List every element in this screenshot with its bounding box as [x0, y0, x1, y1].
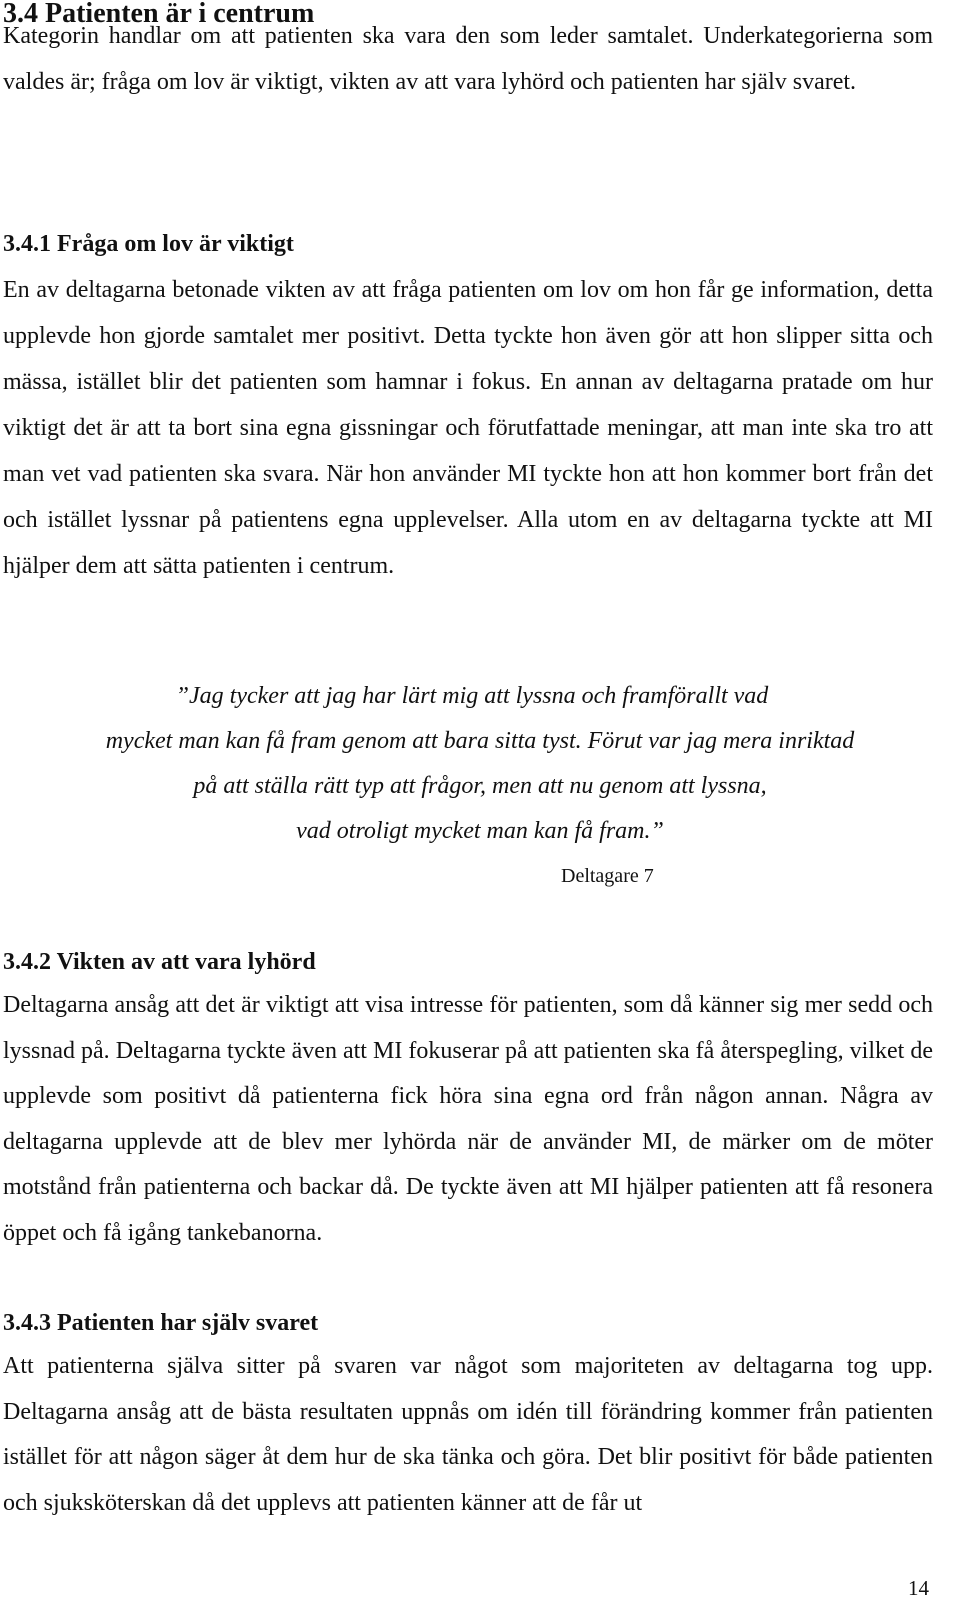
quote-line: mycket man kan få fram genom att bara sitta tyst. Förut var jag mera inriktad — [105, 728, 855, 754]
quote-line: ”Jag tycker att jag har lärt mig att lyssna och framförallt vad — [175, 683, 769, 709]
quote-line: på att ställa rätt typ att frågor, men att nu genom att lyssna, — [193, 773, 767, 799]
subsection-body-vikten-av-att-vara-lyhord: Deltagarna ansåg att det är viktigt att visa intresse för patienten, som då känner sig mer sedd och lyssnad på. Deltagarna tyckte även att MI fokuserar på att patienten ska få återspegling, vilket de upplevde som positivt då patienterna fick höra sina egna ord från någon annan. Några av deltagarna upplevde att de blev mer lyhörda när de använder MI, de märker om de möter motstånd från patienterna och backar då. De tyckte även att MI hjälper patienten att få resonera öppet och få igång tankebanorna. — [3, 992, 933, 1246]
subsection-body-patienten-har-sjalv-svaret: Att patienterna själva sitter på svaren var något som majoriteten av deltagarna tog upp. Deltagarna ansåg att de bästa resultaten uppnås om idén till förändring kommer från patienten istället för att någon säger åt dem hur de ska tänka och göra. Det blir positivt för både patienten och sjuksköterskan då det upplevs att patienten känner att de får ut — [3, 1353, 933, 1516]
subsection-heading-patienten-har-sjalv-svaret: 3.4.3 Patienten har själv svaret — [3, 1310, 319, 1336]
subsection-heading-fraga-om-lov: 3.4.1 Fråga om lov är viktigt — [3, 231, 294, 257]
quote-line: vad otroligt mycket man kan få fram.” — [296, 818, 664, 844]
subsection-body-fraga-om-lov: En av deltagarna betonade vikten av att fråga patienten om lov om hon får ge information, detta upplevde hon gjorde samtalet mer positivt. Detta tyckte hon även gör att hon slipper sitta och mässa, istället blir det patienten som hamnar i fokus. En annan av deltagarna pratade om hur viktigt det är att ta bort sina egna gissningar och förutfattade meningar, att man inte ska tro att man vet vad patienten ska svara. När hon använder MI tyckte hon att hon kommer bort från det och istället lyssnar på patientens egna upplevelser. Alla utom en av deltagarna tyckte att MI hjälper dem att sätta patienten i centrum. — [3, 277, 933, 579]
section-heading: 3.4 Patienten är i centrum — [3, 0, 315, 29]
subsection-heading-vikten-av-att-vara-lyhord: 3.4.2 Vikten av att vara lyhörd — [3, 949, 316, 975]
quote-attribution: Deltagare 7 — [561, 865, 654, 887]
section-intro-paragraph: Kategorin handlar om att patienten ska vara den som leder samtalet. Underkategorierna som valdes är; fråga om lov är viktigt, vikten av att vara lyhörd och patienten har själv svaret. — [3, 23, 933, 95]
page-number: 14 — [908, 1576, 929, 1600]
